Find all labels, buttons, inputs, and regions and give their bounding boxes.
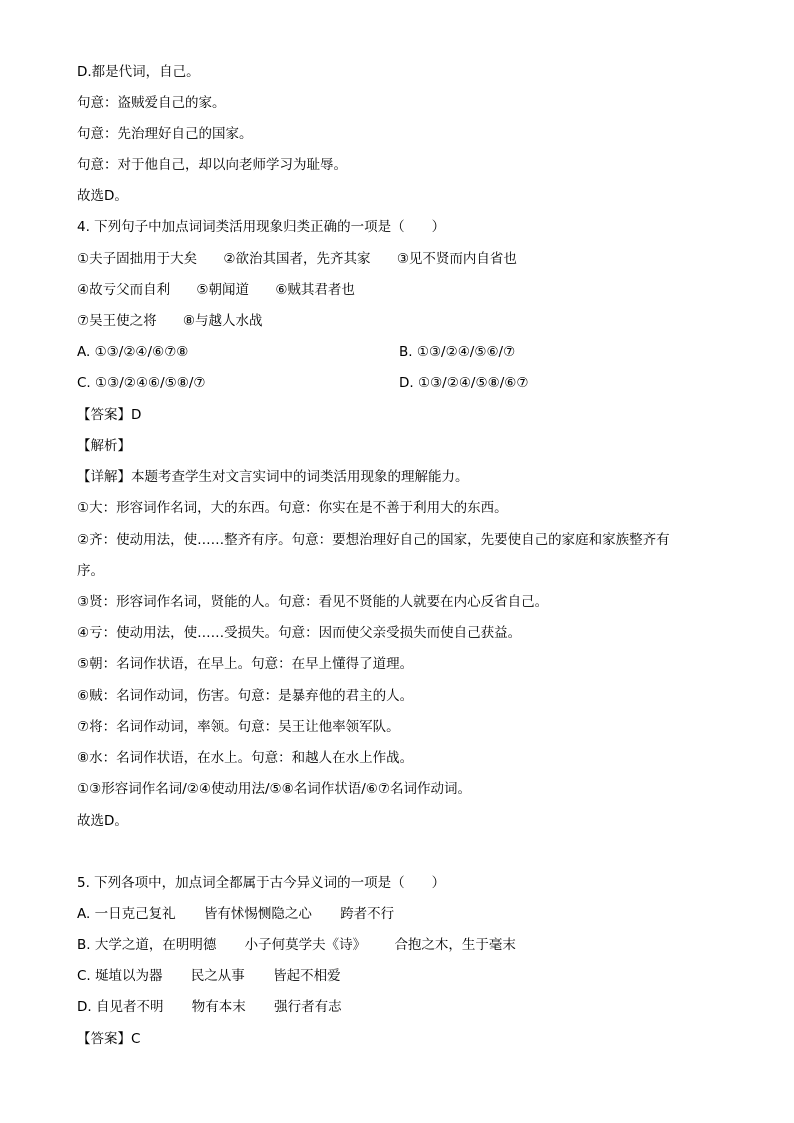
q4-item-4: ④故亏父而自利 — [77, 282, 171, 298]
q4-analysis-tag: 【解析】 — [77, 438, 131, 454]
q5-option-b — [77, 935, 516, 955]
q5-c-3: 皆起不相爱 — [273, 968, 341, 984]
q5-option-d — [77, 997, 342, 1017]
q4-explain-5: ⑤朝：名词作状语，在早上。句意：在早上懂得了道理。 — [77, 656, 414, 672]
q4-explain-3: ③贤：形容词作名词，贤能的人。句意：看见不贤能的人就要在内心反省自己。 — [77, 594, 549, 610]
q5-d-3: 强行者有志 — [274, 999, 342, 1015]
q4-item-2: ②欲治其国者，先齐其家 — [223, 251, 371, 267]
q4-item-5: ⑤朝闻道 — [196, 282, 250, 298]
q5-b-2: 小子何莫学夫《诗》 — [244, 937, 367, 953]
q5-stem: 5. 下列各项中，加点词全都属于古今异义词的一项是（ ） — [77, 875, 446, 891]
q5-answer-value: C — [131, 1031, 141, 1047]
q4-explain-6: ⑥贼：名词作动词，伤害。句意：是暴弃他的君主的人。 — [77, 688, 414, 704]
q5-b-1: B. 大学之道，在明明德 — [77, 937, 217, 953]
answer-tag: 【答案】 — [77, 407, 131, 423]
q4-detail-text: 本题考查学生对文言实词中的词类活用现象的理解能力。 — [131, 469, 469, 485]
q5-d-1: D. 自见者不明 — [77, 999, 164, 1015]
q4-explain-8: ⑧水：名词作状语，在水上。句意：和越人在水上作战。 — [77, 750, 414, 766]
q4-explain-2a: ②齐：使动用法，使……整齐有序。句意：要想治理好自己的国家，先要使自己的家庭和家族整齐有 — [77, 532, 670, 548]
q5-c-2: 民之从事 — [190, 968, 245, 984]
prev-selection: 故选D。 — [77, 188, 128, 204]
q5-b-3: 合抱之木，生于毫末 — [394, 937, 516, 953]
q5-a-3: 跨者不行 — [340, 906, 395, 922]
q4-option-a: A. ①③/②④/⑥⑦⑧ — [77, 344, 189, 360]
q4-detail — [77, 467, 469, 487]
q4-option-b: B. ①③/②④/⑤⑥/⑦ — [399, 344, 516, 360]
q4-explain-4: ④亏：使动用法，使……受损失。句意：因而使父亲受损失而使自己获益。 — [77, 625, 522, 641]
q4-items-row-1 — [77, 249, 517, 269]
q4-selection: 故选D。 — [77, 813, 128, 829]
q4-explain-7: ⑦将：名词作动词，率领。句意：吴王让他率领军队。 — [77, 719, 400, 735]
q5-answer — [77, 1029, 140, 1049]
q5-option-c — [77, 966, 341, 986]
q4-stem: 4. 下列句子中加点词词类活用现象归类正确的一项是（ ） — [77, 219, 446, 235]
q4-item-1: ①夫子固拙用于大矣 — [77, 251, 198, 267]
q4-explain-1: ①大：形容词作名词，大的东西。句意：你实在是不善于利用大的东西。 — [77, 500, 508, 516]
q4-item-8: ⑧与越人水战 — [182, 313, 263, 329]
q4-explain-2b: 序。 — [77, 563, 104, 579]
q5-c-1: C. 埏埴以为器 — [77, 968, 163, 984]
q4-items-row-3 — [77, 311, 263, 331]
detail-tag: 【详解】 — [77, 469, 131, 485]
q5-option-a — [77, 904, 394, 924]
q4-item-6: ⑥贼其君者也 — [275, 282, 355, 298]
q4-summary: ①③形容词作名词/②④使动用法/⑤⑧名词作状语/⑥⑦名词作动词。 — [77, 781, 471, 797]
q4-answer — [77, 405, 141, 425]
q5-d-2: 物有本末 — [191, 999, 246, 1015]
q4-option-c: C. ①③/②④⑥/⑤⑧/⑦ — [77, 375, 206, 391]
prev-sentence-2: 句意：先治理好自己的国家。 — [77, 126, 253, 142]
q4-answer-value: D — [131, 407, 142, 423]
q5-a-2: 皆有怵惕恻隐之心 — [203, 906, 312, 922]
prev-option-d: D.都是代词，自己。 — [77, 64, 200, 80]
q4-item-7: ⑦吴王使之将 — [77, 313, 157, 329]
prev-sentence-1: 句意：盗贼爱自己的家。 — [77, 95, 226, 111]
q4-items-row-2 — [77, 280, 355, 300]
q4-option-d: D. ①③/②④/⑤⑧/⑥⑦ — [399, 375, 529, 391]
q4-item-3: ③见不贤而内自省也 — [396, 251, 517, 267]
answer-tag: 【答案】 — [77, 1031, 131, 1047]
prev-sentence-3: 句意：对于他自己，却以向老师学习为耻辱。 — [77, 157, 347, 173]
q5-a-1: A. 一日克己复礼 — [77, 906, 176, 922]
